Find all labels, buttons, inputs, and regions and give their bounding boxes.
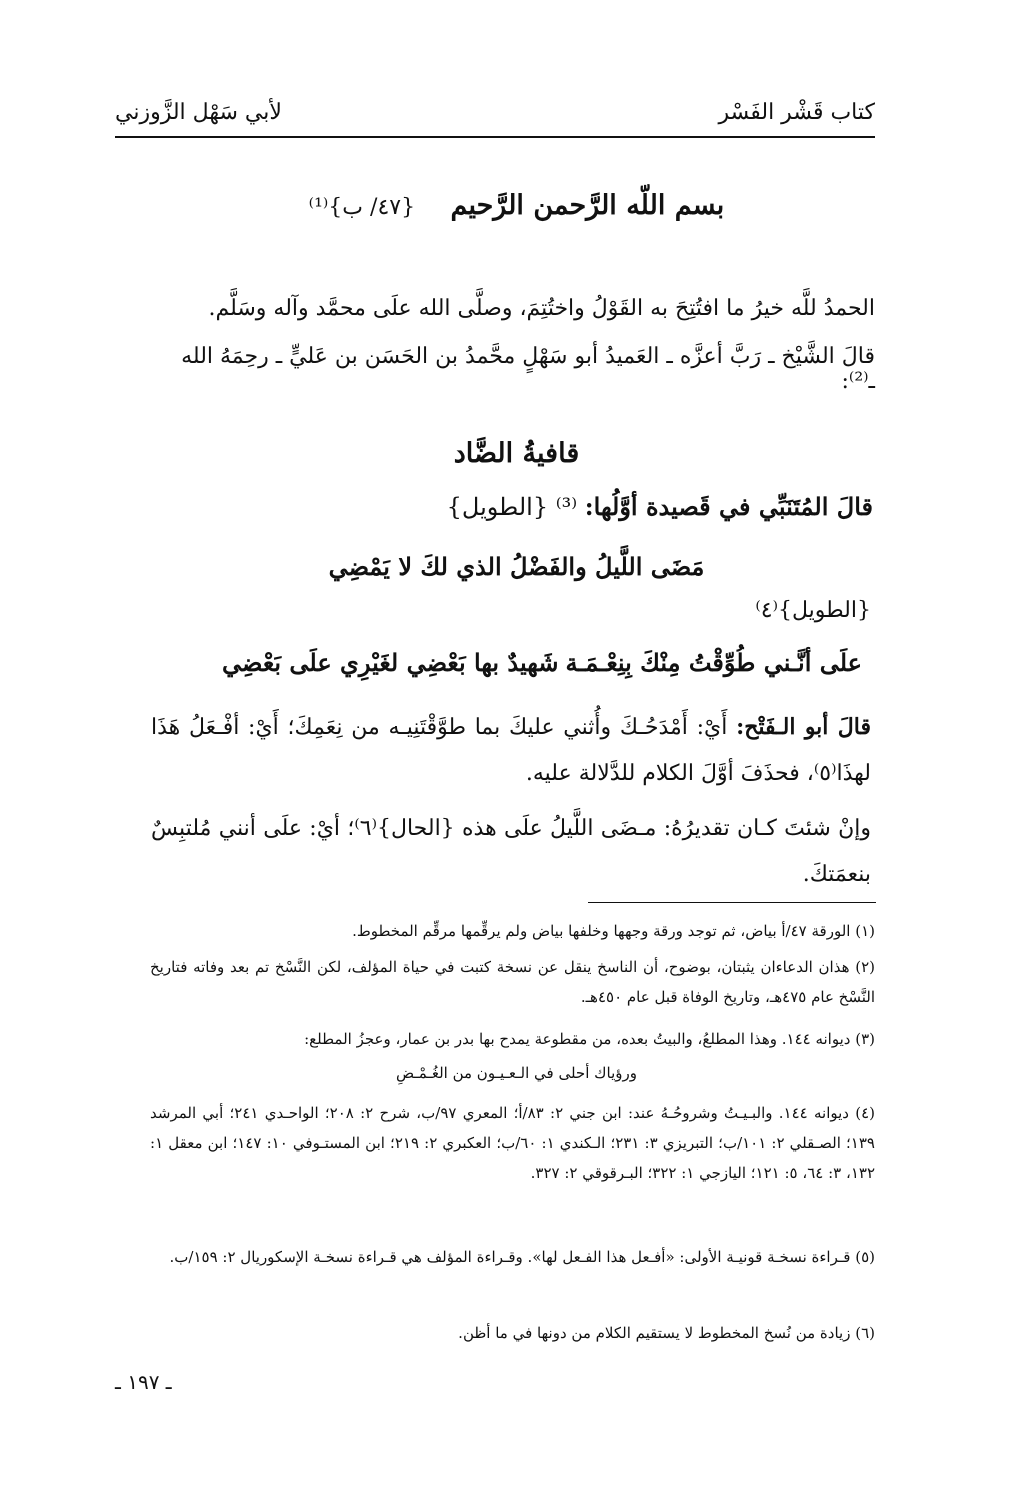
folio-marker: {٤٧/ ب}⁽¹⁾ [308, 195, 416, 220]
first-hemistich: مَضَى اللَّيلُ والفَضْلُ الذي لكَ لا يَمْضِي [328, 552, 705, 581]
section-title: قافيةُ الضَّاد [453, 438, 580, 469]
basmala-text: بسم اللّه الرَّحمن الرَّحيم [450, 190, 725, 221]
opening-paragraph: الحمدُ للَّه خيرُ ما افتُتِحَ به القَوْلُ واختُتِمَ، وصلَّى الله علَى محمَّد وآله وسَلَّم. [208, 296, 875, 321]
page-number: ـ ١٩٧ ـ [115, 1370, 172, 1394]
poem-intro-bold: قالَ المُتَنَبِّي في قَصيدة أوَّلُها: [584, 492, 873, 521]
footnote-1: (١) الورقة ٤٧/أ بياض، ثم توجد ورقة وجهها وخلفها بياض ولم يرقِّمها مرقِّم المخطوط. [352, 922, 875, 940]
basmala [0, 190, 1033, 221]
footnote-3: (٣) ديوانه ١٤٤. وهذا المطلعُ، والبيتُ بعده، من مقطوعة يمدح بها بدر بن عمار، وعجزُ المطلع: [304, 1030, 875, 1048]
verse [222, 648, 862, 688]
verse-second-half: شَهيدٌ بها بَعْضِي لغَيْرِي علَى بَعْضِي [222, 648, 559, 677]
footnote-2: (٢) هذان الدعاءان يثبتان، بوضوح، أن الناسخ ينقل عن نسخة كتبت في حياة المؤلف، لكن النَّسْخ تم بعد وفاته فتاريخ النَّسْخ عام ٤٧٥هـ، وتاريخ الوفاة قبل عام ٤٥٠هـ. [150, 958, 875, 1006]
meter-label: {الطويل}⁽٤⁾ [755, 598, 871, 623]
commentary-paragraph-2: وإنْ شئتَ كـان تقديرُهُ: مـضَى اللَّيلُ علَى هذه {الحال}⁽٦⁾؛ أيْ: علَى أنني مُلتبِسٌ بنعمَتكَ. [151, 816, 871, 887]
footnote-6: (٦) زيادة من نُسخ المخطوط لا يستقيم الكلام من دونها في ما أظن. [458, 1324, 875, 1342]
commentary-text-1: أَيْ: أَمْدَحُـكَ وأُثني عليكَ بما طوَّقْتَنِيـه من نِعَمِكَ؛ أَيْ: أفْـعَلُ هَذَا لهذَا⁽٥⁾، فحذَفَ أوَّلَ الكلام للدَّلالة عليه. [151, 715, 871, 786]
footnote-3-quote: ورؤياك أحلى في الـعـيـون من الغُـمْـضِ [396, 1064, 637, 1082]
running-header [115, 100, 875, 136]
header-rule [115, 136, 875, 138]
author-title: لأبي سَهْل الزَّوزني [115, 100, 282, 125]
commentary-paragraph-1 [151, 704, 871, 797]
footnote-4: (٤) ديوانه ١٤٤. والبـيـتُ وشروحُـهُ عند: ابن جني ٢: ٨٣/أ؛ المعري ٩٧/ب، شرح ٢: ٢٠٨؛ الواحـدي ٢٤١؛ أبي المرشد ١٣٩؛ الصـقلي ٢: ١٠١/ب؛ التبريزي ٣: ٢٣١؛ الـكندي ١: ٦٠/ب؛ العكبري ٢: ٢١٩؛ ابن المستـوفي ١٠: ١٤٧؛ ابن معقل ١: ١٣٢، ٣: ٦٤، ٥: ١٢١؛ اليازجي ١: ٣٢٢؛ البـرقوقي ٢: ٣٢٧. [150, 1104, 876, 1182]
footnote-rule [588, 902, 876, 903]
verse-first-half: علَى أنَّـني طُوِّقْتُ مِنْكَ بِنِعْـمَـة [565, 648, 862, 677]
author-paragraph: قالَ الشَّيْخ ـ رَبَّ أعزَّه ـ العَميدُ أبو سَهْلٍ محَّمدُ بن الحَسَن بن عَليٍّ ـ رحِمَهُ الله ـ⁽²⁾: [181, 344, 875, 394]
poem-intro [153, 492, 873, 521]
book-title: كتاب قَشْر الفَسْر [718, 100, 875, 125]
commentary-head: قالَ أبو الـفَتْح: [736, 714, 872, 740]
poem-intro-note: ⁽³⁾ {الطويل} [446, 493, 585, 521]
footnote-5: (٥) قـراءة نسخـة قونيـة الأولى: «أفـعل هذا الفـعل لها». وقـراءة المؤلف هي قـراءة نسخـة الإسكوريال ٢: ١٥٩/ب. [169, 1248, 875, 1266]
